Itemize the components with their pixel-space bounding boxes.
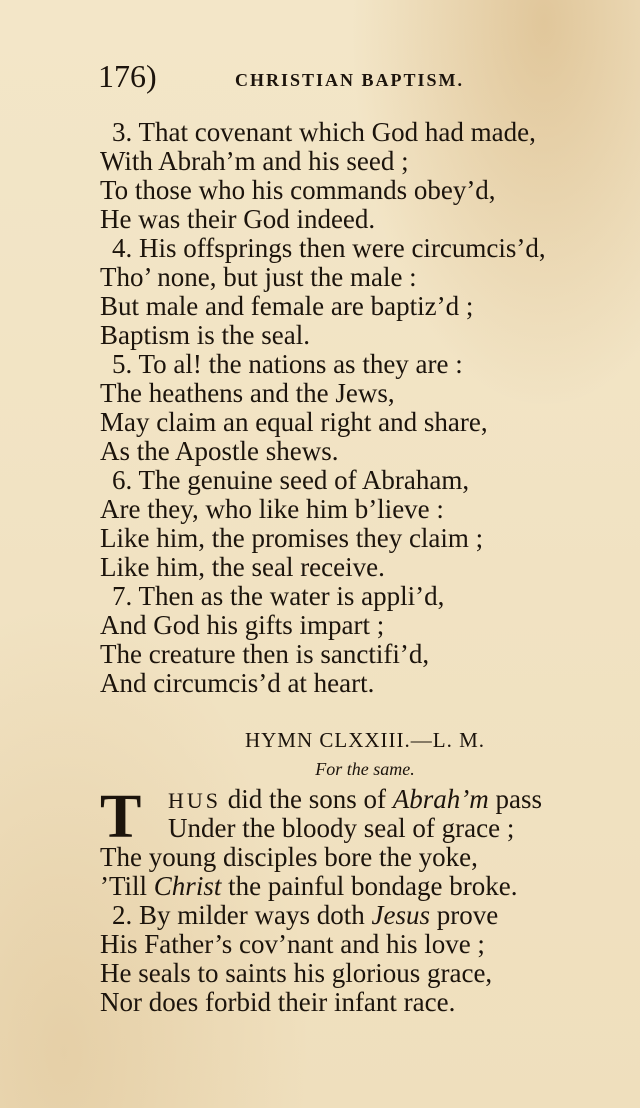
verse-line	[100, 872, 630, 901]
verse-line: The creature then is sanctifi’d,	[100, 639, 430, 669]
verse-line: Like him, the promises they claim ;	[100, 523, 484, 553]
verse-line: Tho’ none, but just the male :	[100, 262, 417, 292]
hymn-body	[100, 785, 630, 1017]
verse-line: May claim an equal right and share,	[100, 407, 488, 437]
verse-line: The young disciples bore the yoke,	[100, 842, 478, 872]
verse-line: 3. That covenant which God had made,	[112, 117, 536, 147]
italic-name: Jesus	[371, 900, 430, 930]
verse-line: As the Apostle shews.	[100, 436, 339, 466]
verse-body	[100, 118, 620, 698]
verse-line: And God his gifts impart ;	[100, 610, 385, 640]
verse-text: the painful bondage broke.	[221, 871, 518, 901]
verse-line: Like him, the seal receive.	[100, 552, 385, 582]
verse-text: ’Till	[100, 871, 154, 901]
verse-text: did the sons of	[221, 784, 393, 814]
verse-line: Baptism is the seal.	[100, 320, 310, 350]
hymn-title: HYMN CLXXIII.—L. M.	[244, 728, 486, 752]
verse-line: 7. Then as the water is appli’d,	[112, 581, 445, 611]
verse-line: Under the bloody seal of grace ;	[168, 813, 515, 843]
verse-line: To those who his commands obey’d,	[100, 175, 496, 205]
italic-name: Abrah’m	[392, 784, 489, 814]
hymn-subtitle: For the same.	[315, 759, 415, 779]
verse-text: prove	[429, 900, 499, 930]
verse-line: He seals to saints his glorious grace,	[100, 958, 493, 988]
stanza	[100, 466, 620, 582]
verse-line: With Abrah’m and his seed ;	[100, 146, 409, 176]
stanza	[100, 582, 620, 698]
verse-line: And circumcis’d at heart.	[100, 668, 375, 698]
verse-line: Nor does forbid their infant race.	[100, 987, 456, 1017]
page-header	[98, 58, 528, 98]
italic-name: Christ	[153, 871, 222, 901]
verse-line: 4. His offsprings then were circumcis’d,	[112, 233, 546, 263]
small-caps-word: HUS	[168, 788, 222, 813]
verse-text: 2. By milder ways doth	[112, 900, 372, 930]
verse-line: His Father’s cov’nant and his love ;	[100, 929, 485, 959]
stanza	[100, 118, 620, 234]
verse-line	[100, 901, 630, 930]
verse-line: The heathens and the Jews,	[100, 378, 395, 408]
verse-line: 6. The genuine seed of Abraham,	[112, 465, 470, 495]
verse-line: 5. To al! the nations as they are :	[112, 349, 463, 379]
verse-line	[100, 785, 630, 814]
drop-cap: T	[100, 783, 142, 851]
verse-text: pass	[488, 784, 543, 814]
verse-line: But male and female are baptiz’d ;	[100, 291, 474, 321]
verse-line: Are they, who like him b’lieve :	[100, 494, 444, 524]
running-head: CHRISTIAN BAPTISM.	[235, 70, 465, 90]
verse-line: He was their God indeed.	[100, 204, 376, 234]
page-number: 176)	[98, 58, 157, 94]
stanza	[100, 234, 620, 350]
stanza	[100, 350, 620, 466]
